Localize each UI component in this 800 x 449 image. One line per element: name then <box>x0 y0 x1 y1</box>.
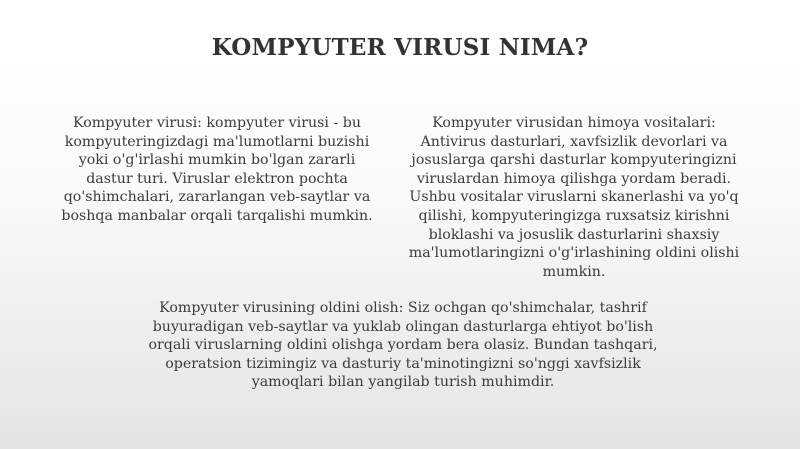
prevention-paragraph: Kompyuter virusining oldini olish: Siz ochgan qo'shimchalar, tashrif buyuradigan veb-saytlar va yuklab olingan dasturlarga ehtiyot bo'lish orqali viruslarning oldini olishga yordam bera olasiz. Bundan tashqari, operatsion tizimingiz va dasturiy ta'minotingizni so'nggi xavfsizlik yamoqlari bilan yangilab turish muhimdir. <box>148 300 658 391</box>
slide-title: KOMPYUTER VIRUSI NIMA? <box>211 34 589 61</box>
protection-tools-paragraph: Kompyuter virusidan himoya vositalari: Antivirus dasturlari, xavfsizlik devorlari va josuslarga qarshi dasturlar kompyuteringizni viruslardan himoya qilishga yordam beradi. Ushbu vositalar viruslarni skanerlashi va yo'q qilishi, kompyuteringizga ruxsatsiz kirishni bloklashi va josuslik dasturlarini shaxsiy ma'lumotlaringizni o'g'irlashining oldini olishi mumkin. <box>408 115 740 280</box>
virus-definition-paragraph: Kompyuter virusi: kompyuter virusi - bu kompyuteringizdagi ma'lumotlarni buzishi yoki o'g'irlashi mumkin bo'lgan zararli dastur turi. Viruslar elektron pochta qo'shimchalari, zararlangan veb-saytlar va boshqa manbalar orqali tarqalishi mumkin. <box>61 115 373 224</box>
